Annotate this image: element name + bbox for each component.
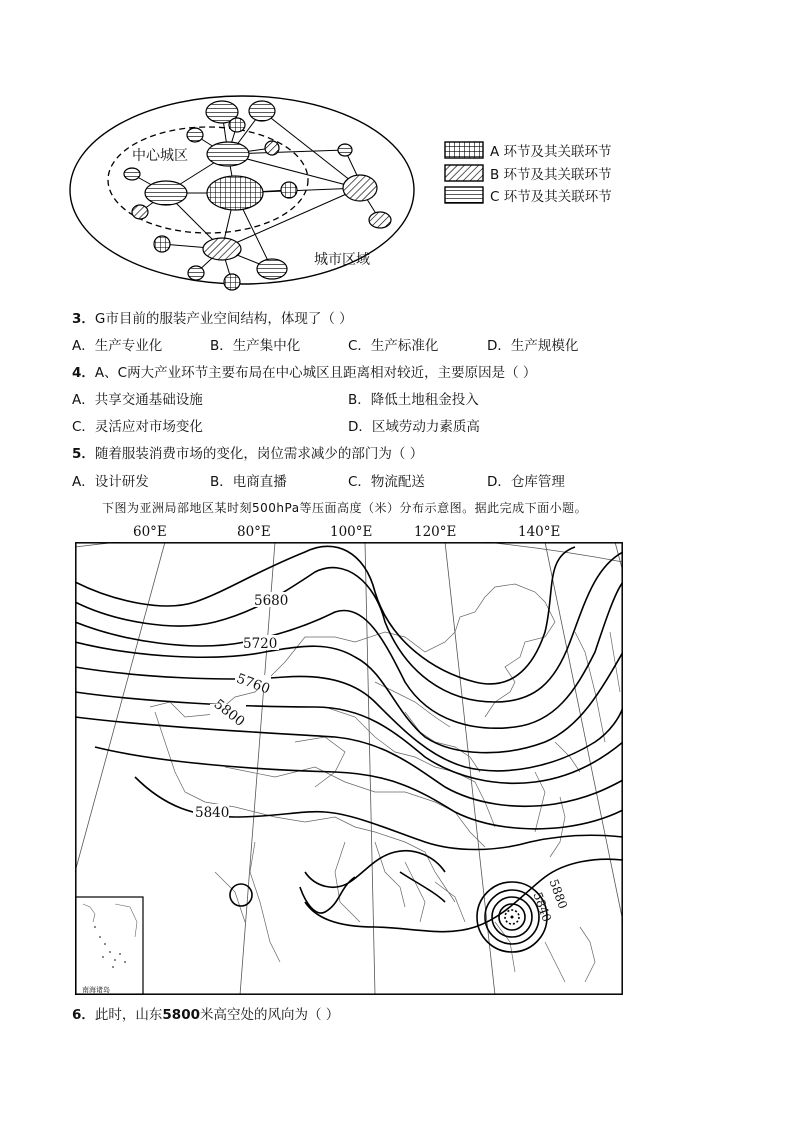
typhoon-center-dot <box>511 916 514 919</box>
legend-item-c <box>444 185 612 205</box>
node-c <box>188 266 204 280</box>
contour-lines <box>75 546 623 931</box>
longitude-label: 140°E <box>518 524 561 540</box>
option[interactable]: B．电商直播 <box>210 474 287 490</box>
central-zone-label: 中心城区 <box>132 148 188 164</box>
question-text: G市目前的服装产业空间结构，体现了（ ） <box>94 311 353 327</box>
longitude-label: 80°E <box>237 524 271 540</box>
node-b <box>265 141 279 155</box>
industry-diagram <box>60 92 430 302</box>
legend-label-b: B 环节及其关联环节 <box>490 167 612 183</box>
node-c <box>338 144 352 156</box>
question-4 <box>72 364 536 382</box>
option[interactable]: C．生产标准化 <box>348 338 439 354</box>
node-c <box>145 181 187 205</box>
question-text-rest: 米高空处的风向为（ ） <box>199 1007 340 1023</box>
node-c <box>257 259 287 279</box>
option[interactable]: D．仓库管理 <box>487 474 565 490</box>
option[interactable]: D．生产规模化 <box>487 338 579 354</box>
node-b <box>132 205 148 219</box>
south-sea-inset <box>75 897 143 995</box>
inset-label: 南海诸岛 <box>82 986 110 994</box>
question-number: 6． <box>72 1007 95 1023</box>
option[interactable]: B．降低土地租金投入 <box>348 392 479 408</box>
grid-pattern-icon <box>444 141 484 159</box>
low-pressure-circle <box>230 884 252 906</box>
question-highlight: 5800 <box>162 1007 200 1023</box>
option[interactable]: A．生产专业化 <box>72 338 163 354</box>
question-3 <box>72 310 353 328</box>
question-text: A、C两大产业环节主要布局在中心城区且距离相对较近，主要原因是（ ） <box>94 365 537 381</box>
node-a-center <box>207 176 263 210</box>
question-text: 此时，山东 <box>94 1007 163 1023</box>
question-number: 3． <box>72 311 95 327</box>
contour-label: 5680 <box>254 593 289 609</box>
node-b <box>369 212 391 228</box>
option[interactable]: D．区域劳动力素质高 <box>348 419 480 435</box>
option[interactable]: C．灵活应对市场变化 <box>72 419 203 435</box>
horizontal-pattern-icon <box>444 186 484 204</box>
node-a <box>229 118 245 132</box>
contour-label: 5720 <box>243 636 278 652</box>
question-6 <box>72 1006 339 1024</box>
node-a <box>281 182 297 198</box>
contour-label: 5800 <box>210 696 248 730</box>
contour-label: 5760 <box>234 670 273 698</box>
node-b <box>203 238 241 260</box>
question-text: 随着服装消费市场的变化，岗位需求减少的部门为（ ） <box>94 446 424 462</box>
contour-label: 5880 <box>546 877 571 911</box>
node-c <box>124 168 140 180</box>
legend-label-c: C 环节及其关联环节 <box>490 189 612 205</box>
legend-item-b <box>444 163 612 183</box>
city-region-label: 城市区域 <box>314 252 370 268</box>
legend-item-a <box>444 140 612 160</box>
diagonal-pattern-icon <box>444 164 484 182</box>
longitude-label: 60°E <box>133 524 167 540</box>
longitude-label: 100°E <box>330 524 373 540</box>
option[interactable]: A．设计研发 <box>72 474 149 490</box>
question-number: 4． <box>72 365 95 381</box>
node-c <box>187 128 203 142</box>
node-a <box>154 236 170 252</box>
option[interactable]: C．物流配送 <box>348 474 425 490</box>
node-b <box>343 175 377 201</box>
legend-label-a: A 环节及其关联环节 <box>490 144 612 160</box>
option[interactable]: A．共享交通基础设施 <box>72 392 203 408</box>
map-caption: 下图为亚洲局部地区某时刻500hPa等压面高度（米）分布示意图。据此完成下面小题。 <box>102 501 588 515</box>
node-c <box>207 142 249 166</box>
question-number: 5． <box>72 446 95 462</box>
pressure-map <box>75 542 623 995</box>
contour-label: 5840 <box>195 805 230 821</box>
option[interactable]: B．生产集中化 <box>210 338 301 354</box>
longitude-label: 120°E <box>414 524 457 540</box>
contour-label: 5840 <box>530 890 555 924</box>
node-c <box>249 101 275 121</box>
node-a <box>224 274 240 290</box>
meridian-lines <box>75 542 623 995</box>
question-5 <box>72 445 423 463</box>
